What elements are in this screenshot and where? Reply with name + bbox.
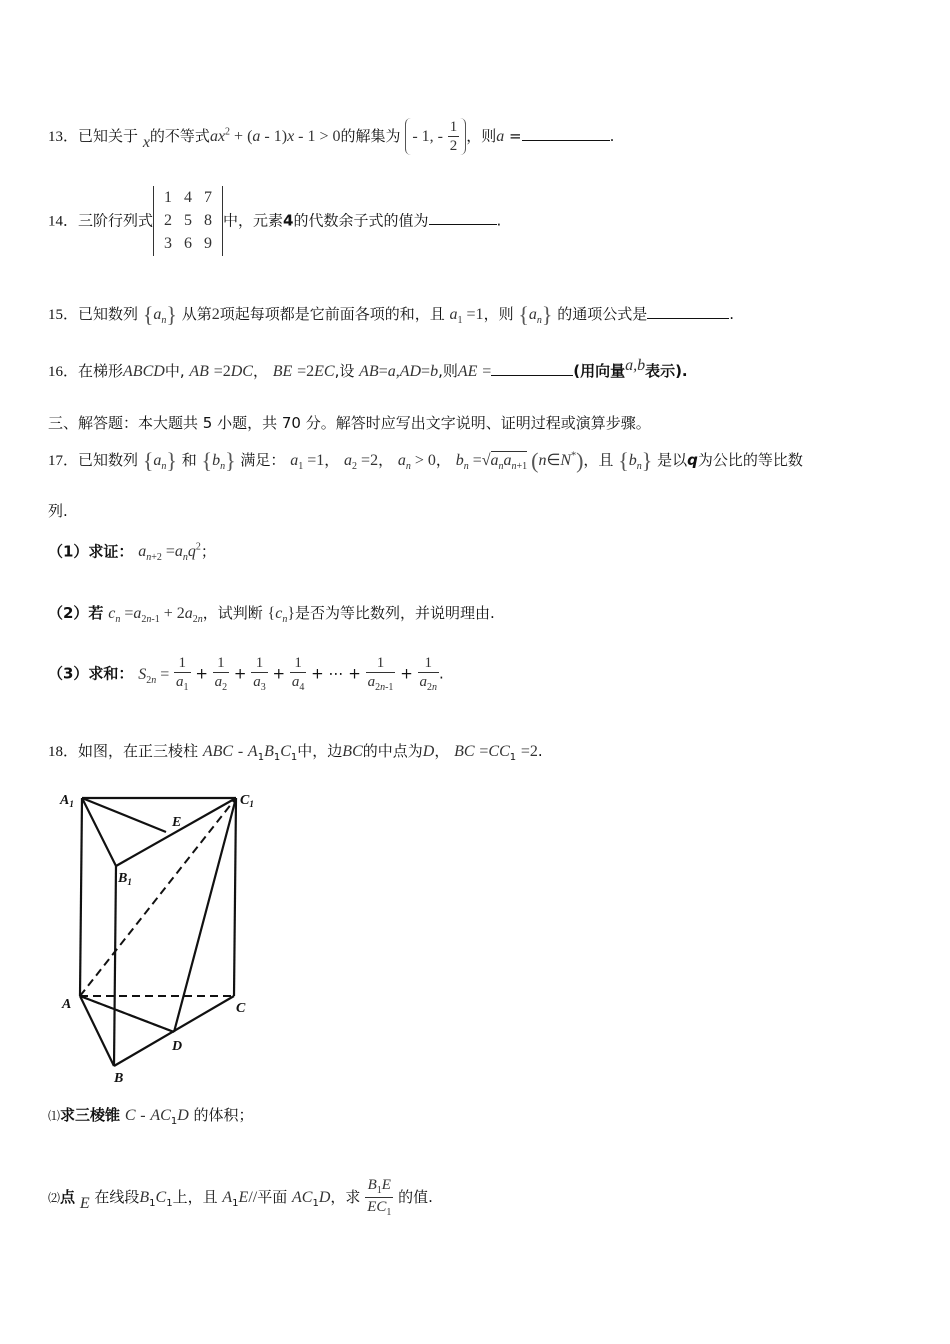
question-number: 17． (48, 452, 79, 469)
answer-blank[interactable] (522, 139, 610, 141)
question-number: 13． (48, 129, 79, 145)
question-number: 18． (48, 744, 79, 760)
q18-part-1: ⑴求三棱锥 C - $AC_1D$ 的体积； (48, 1106, 254, 1127)
q17-part-3: （3）求和： $S_{2n}$ = $\frac{1}{a_1}$ + $\frac{1}{a_2}$ + $\frac{1}{a_3}$ + $\frac{1}{a_4}$ + ⋯ + $\frac{1}{a_{2n-1}}$ + $\frac{1}{a_{2n}}$ . (48, 655, 444, 693)
edge-aa1 (80, 798, 82, 996)
label-b: B (114, 1071, 124, 1084)
question-number: 15． (48, 306, 79, 323)
q18-part-2: ⑵点 E 在线段$B_1C_1$上，且 $A_1E//$平面 $AC_1D$，求 $\frac{B_1E}{EC_1}$ 的值. (48, 1177, 433, 1218)
edge-a1e (82, 798, 166, 832)
prism-figure (56, 784, 276, 1084)
question-16: 16．在梯形ABCD中, AB =2DC， BE =2EC,设 AB=a,AD=b,则AE = (用向量a,b表示). (48, 357, 688, 380)
section-header: 三、解答题：本大题共 5 小题，共 70 分。解答时应写出文字说明、证明过程或演算步骤。 (48, 414, 651, 432)
question-17-continued: 列. (48, 502, 68, 520)
label-c: C (236, 1001, 246, 1016)
inequality: $ax^2 + (a - 1)x - 1 > 0$ (209, 126, 341, 145)
label-d: D (172, 1039, 183, 1054)
edge-cc1 (234, 798, 236, 996)
question-18: 18．如图，在正三棱柱 ABC - $A_1B_1C_1$中，边BC的中点为D， BC $=CC_1 =2$. (48, 742, 543, 763)
answer-blank[interactable] (429, 223, 497, 225)
question-14: 14．三阶行列式 1 4 7 2 5 8 3 6 9 中，元素4的代数余子式的值为 . (48, 186, 501, 256)
question-17: 17．已知数列 $\{a_n\}$ 和 $\{b_n\}$ 满足： $a_1 =1$， $a_2 =2$， $a_n > 0$， $b_n =√a_na_{n+1}$ (n∈N*)，且 $\{b_n\}$ 是以q为公比的等比数 (48, 448, 803, 473)
determinant: 1 4 7 2 5 8 3 6 9 (153, 186, 223, 256)
solution-interval: - 1, - $\frac{1}{2}$ (405, 118, 466, 155)
answer-blank[interactable] (491, 374, 573, 376)
label-b1: $B_1$ (118, 871, 132, 887)
q17-part-1: （1）求证： $a_{n+2} =a_nq^2$； (48, 542, 216, 564)
question-15: 15．已知数列 $\{a_n\}$ 从第2项起每项都是它前面各项的和，且 $a_1 =1$，则 $\{a_n\}$ 的通项公式是 . (48, 302, 735, 327)
question-number: 16． (48, 364, 79, 380)
edge-b1c1 (116, 798, 236, 866)
question-number: 14． (48, 213, 79, 230)
label-c1: $C_1$ (240, 793, 254, 809)
question-13: 13．已知关于 x的不等式$ax^2 + (a - 1)x - 1 > 0$的解集为 - 1, - $\frac{1}{2}$ ，则a = . (48, 119, 615, 154)
label-e: E (172, 815, 182, 830)
edge-bb1 (114, 866, 116, 1066)
edge-a1b1 (82, 798, 116, 866)
answer-blank[interactable] (647, 317, 729, 319)
label-a: A (62, 997, 72, 1012)
label-a1: $A_1$ (60, 793, 74, 809)
q17-part-2: （2）若 $c_n =a_{2n-1} + 2a_{2n}$，试判断 $\{c_n\}$是否为等比数列，并说明理由. (48, 604, 495, 626)
